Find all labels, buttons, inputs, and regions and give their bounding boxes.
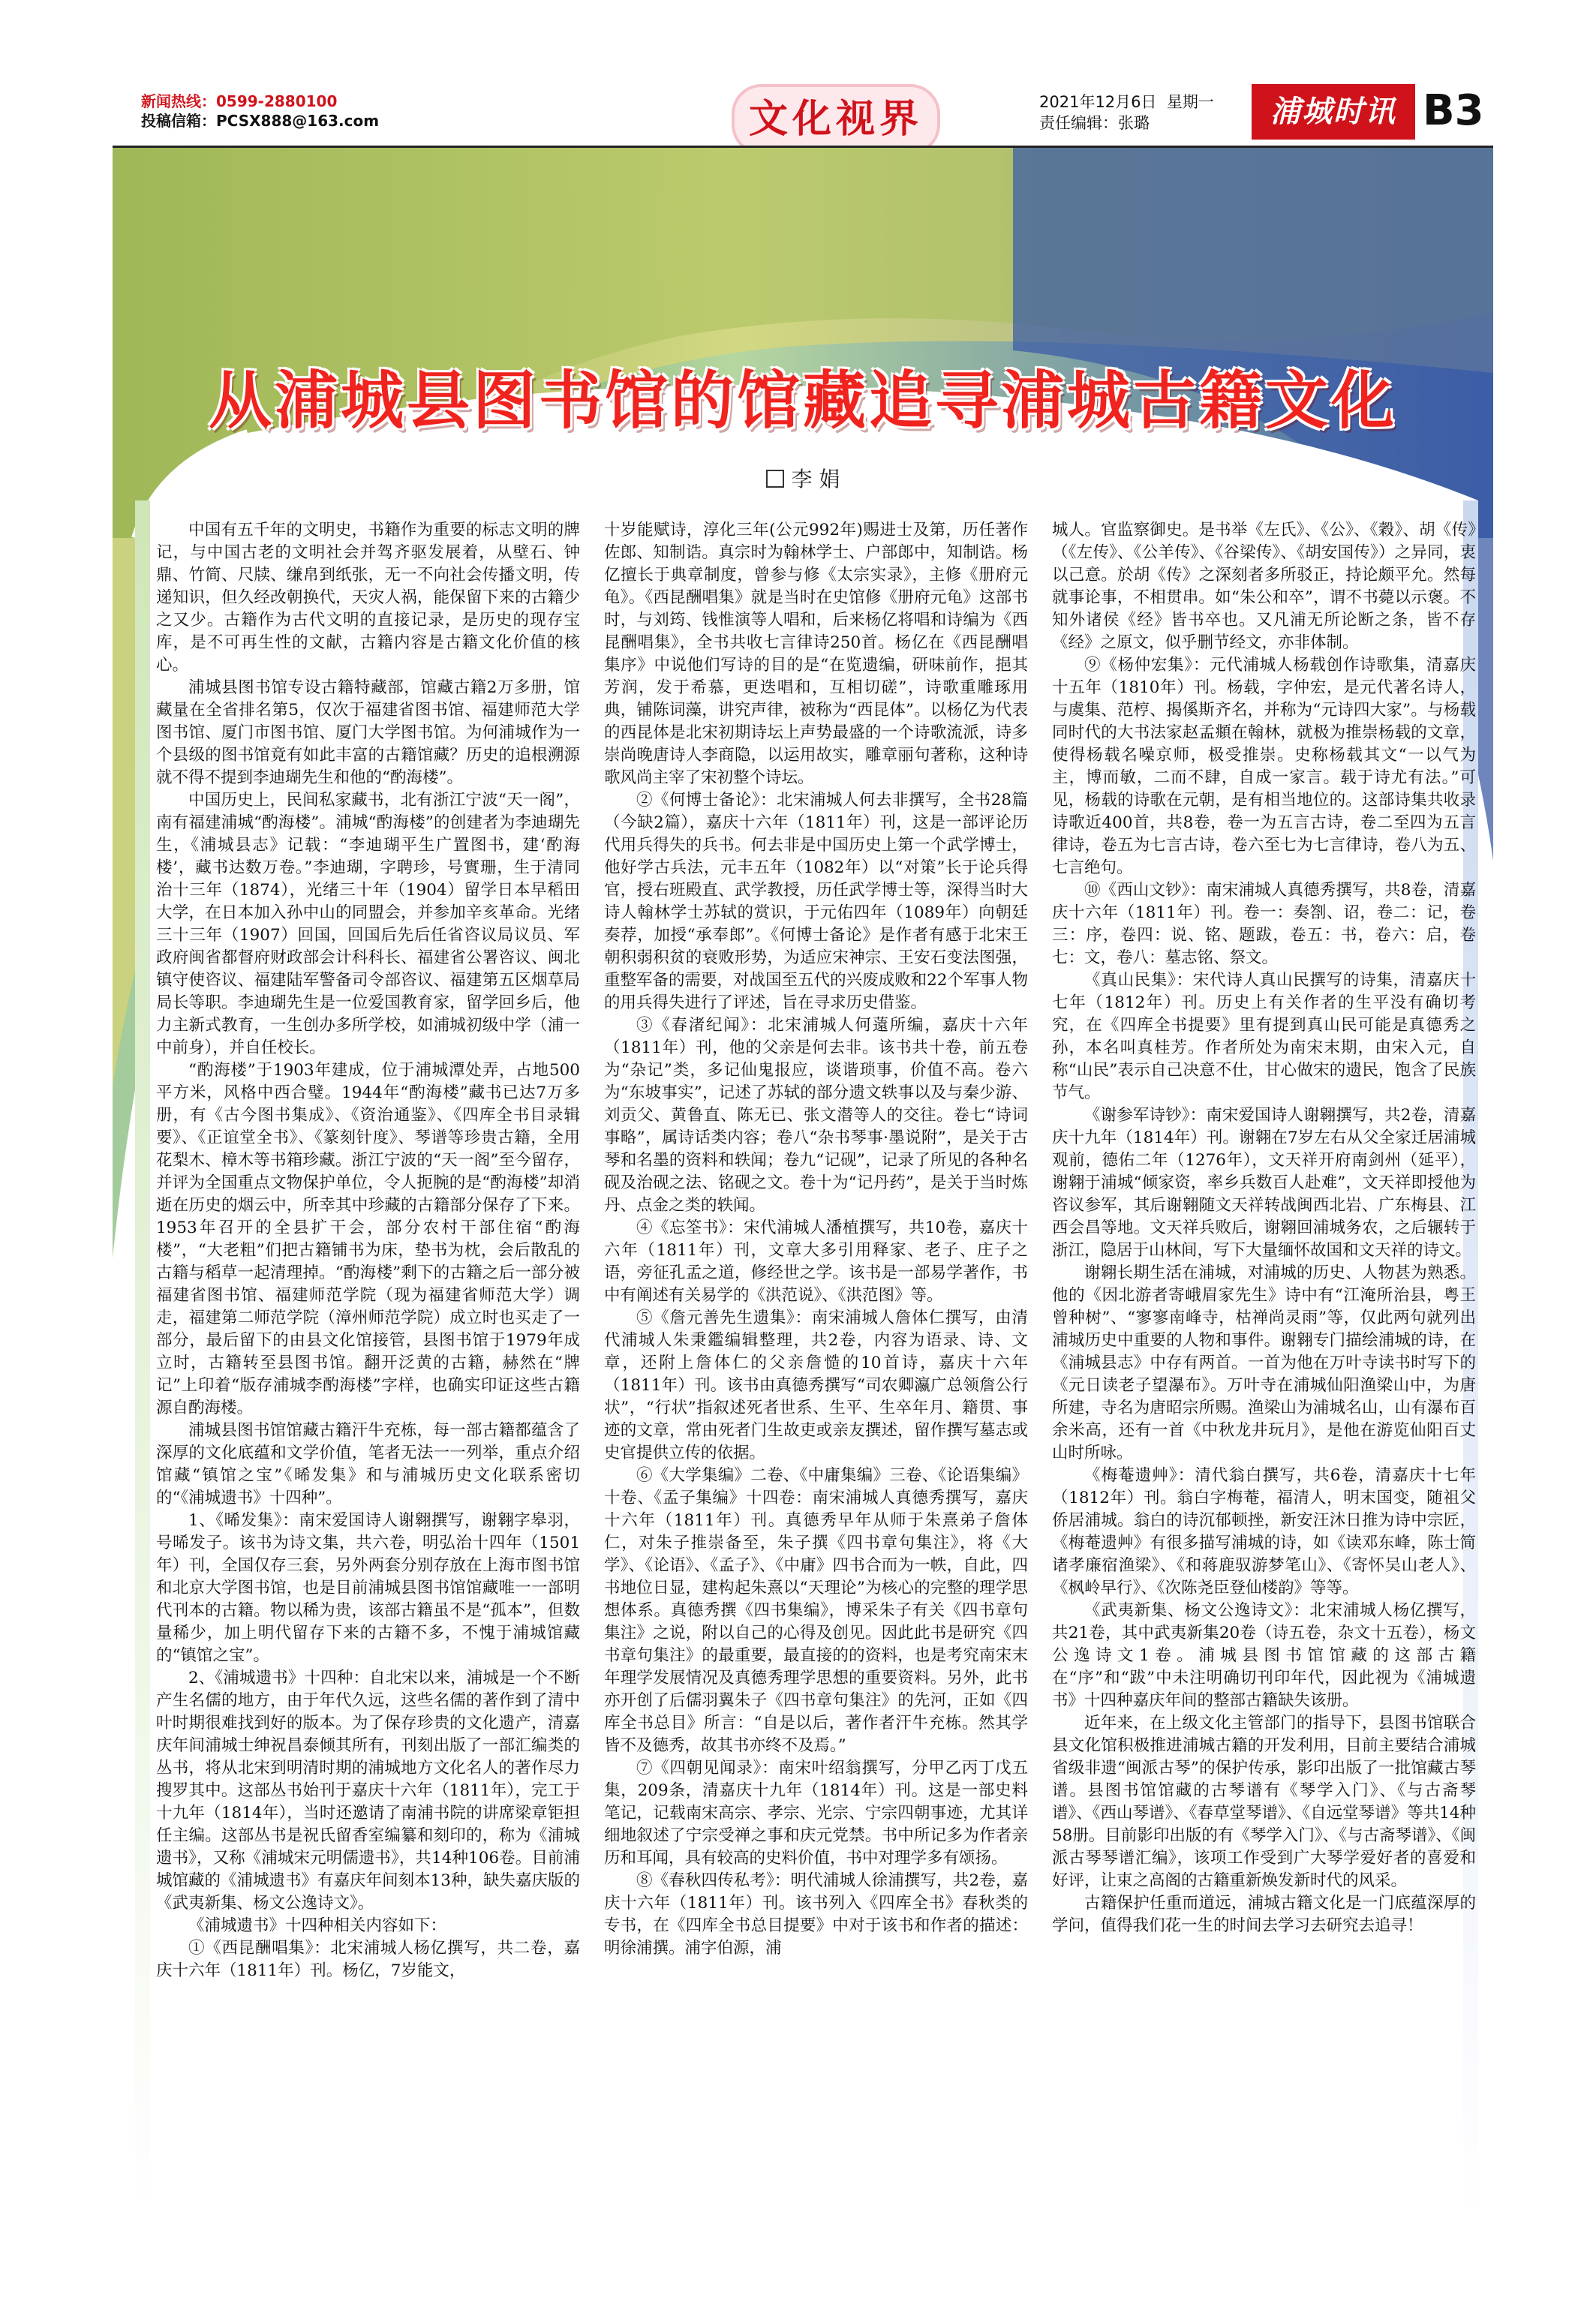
paragraph: 《谢参军诗钞》：南宋爱国诗人谢翱撰写，共2卷，清嘉庆十九年（1814年）刊。谢翱在7岁左右从父全家迁居浦城观前，德佑二年（1276年），文天祥开府南剑州（延平），谢翱于浦城“倾家资，率乡兵数百人赴难”，文天祥即授他为咨议参军，其后谢翱随文天祥转战闽西北岩、广东梅县、江西会昌等地。文天祥兵败后，谢翱回浦城务农，之后辗转于浙江，隐居于山林间，写下大量缅怀故国和文天祥的诗文。 [1052,1106,1476,1260]
paragraph: ②《何博士备论》：北宋浦城人何去非撰写，全书28篇（今缺2篇），嘉庆十六年（1811年）刊，这是一部评论历代用兵得失的兵书。何去非是中国历史上第一个武学博士，他好学古兵法，元丰五年（1082年）以“对策”长于论兵得官，授右班殿直、武学教授，历任武学博士等，深得当时大诗人翰林学士苏轼的赏识，于元佑四年（1089年）向朝廷奏荐，加授“承奉郎”。《何博士备论》是作者有感于北宋王朝积弱积贫的衰败形势，为适应宋神宗、王安石变法图强，重整军备的需要，对战国至五代的兴废成败和22个军事人物的用兵得失进行了评述，旨在寻求历史借鉴。 [604,791,1028,1012]
author-byline [113,463,1493,493]
hotline-label: 新闻热线： [141,92,216,110]
editor-credit: 责任编辑：张璐 [1039,114,1150,132]
issue-weekday: 星期一 [1166,93,1214,111]
paragraph: 中国有五千年的文明史，书籍作为重要的标志文明的牌记，与中国古老的文明社会并驾齐驱发展着，从壁石、钟鼎、竹简、尺牍、缣帛到纸张，无一不向社会传播文明，传递知识，但久经改朝换代，天灾人祸，能保留下来的古籍少之又少。古籍作为古代文明的直接记录，是历史的现存宝库，是不可再生性的文献，古籍内容是古籍文化价值的核心。 [156,521,580,675]
paragraph: 古籍保护任重而道远，浦城古籍文化是一门底蕴深厚的学问，值得我们花一生的时间去学习去研究去追寻！ [1052,1894,1476,1935]
paragraph: 浦城县图书馆专设古籍特藏部，馆藏古籍2万多册，馆藏量在全省排名第5，仅次于福建省图书馆、福建师范大学图书馆、厦门市图书馆、厦门大学图书馆。为何浦城作为一个县级的图书馆竟有如此丰富的古籍馆藏？历史的追根溯源就不得不提到李迪瑚先生和他的“酌海楼”。 [156,678,580,787]
byline-box-icon [766,470,784,488]
article-column-2 [604,519,1028,2236]
article-column-3 [1052,519,1476,2236]
paragraph: 《浦城遗书》十四种相关内容如下： [188,1916,447,1935]
article-column-1 [156,519,580,2236]
paragraph: 《武夷新集、杨文公逸诗文》：北宋浦城人杨亿撰写，共21卷，其中武夷新集20卷（诗五卷，杂文十五卷），杨文公逸诗文1卷。浦城县图书馆馆藏的这部古籍在“序”和“跋”中未注明确切刊印年代，因此视为《浦城遗书》十四种嘉庆年间的整部古籍缺失该册。 [1052,1601,1476,1710]
paragraph: ⑨《杨仲宏集》：元代浦城人杨载创作诗歌集，清嘉庆十五年（1810年）刊。杨载，字仲宏，是元代著名诗人，与虞集、范梈、揭傒斯齐名，并称为“元诗四大家”。与杨载同时代的大书法家赵孟頫在翰林，就极为推崇杨载的文章，使得杨载名噪京师，极受推崇。史称杨载其文“一以气为主，博而敏，二而不肆，自成一家言。载于诗尤有法。”可见，杨载的诗歌在元朝，是有相当地位的。这部诗集共收录诗歌近400首，共8卷，卷一为五言古诗，卷二至四为五言律诗，卷五为七言古诗，卷六至七为七言律诗，卷八为五、七言绝句。 [1052,656,1476,877]
paragraph: 《真山民集》：宋代诗人真山民撰写的诗集，清嘉庆十七年（1812年）刊。历史上有关作者的生平没有确切考究，在《四库全书提要》里有提到真山民可能是真德秀之孙，本名叫真桂芳。作者所处为南宋末期，由宋入元，自称“山民”表示自己决意不仕，甘心做宋的遗民，饱含了民族节气。 [1052,971,1476,1102]
issue-info [1039,92,1214,134]
paragraph: 城人。官监察御史。是书举《左氏》、《公》、《穀》、胡《传》（《左传》、《公羊传》、《谷梁传》、《胡安国传》）之异同，衷以己意。於胡《传》之深刻者多所驳正，持论颇平允。然每就事论事，不相贯串。如“朱公和卒”，谓不书薨以示褒。不知外诸侯《经》皆书卒也。又凡浦无所论断之条，皆不存《经》之原文，似乎删节经文，亦非体制。 [1052,521,1476,652]
newspaper-logo: 浦城时讯 [1252,84,1415,140]
article-title: 从浦城县图书馆的馆藏追寻浦城古籍文化 [208,364,1397,437]
paragraph: ⑦《四朝见闻录》：南宋叶绍翁撰写，分甲乙丙丁戊五集，209条，清嘉庆十九年（1814年）刊。这是一部史料笔记，记载南宋高宗、孝宗、光宗、宁宗四朝事迹，尤其详细地叙述了宁宗受禅之事和庆元党禁。书中所记多为作者亲历和耳闻，具有较高的史料价值，书中对理学多有颂扬。 [604,1759,1028,1868]
paragraph: 浦城县图书馆馆藏古籍汗牛充栋，每一部古籍都蕴含了深厚的文化底蕴和文学价值，笔者无法一一列举，重点介绍馆藏“镇馆之宝”《晞发集》和与浦城历史文化联系密切的“《浦城遗书》十四种”。 [156,1421,580,1507]
issue-date: 2021年12月6日 [1039,93,1157,111]
hotline-number: 0599-2880100 [216,92,338,110]
paragraph: ⑧《春秋四传私考》：明代浦城人徐浦撰写，共2卷，嘉庆十六年（1811年）刊。该书列入《四库全书》春秋类的专书，在《四库全书总目提要》中对于该书和作者的描述：明徐浦撰。浦字伯源，浦 [604,1871,1028,1958]
paragraph: ③《春渚纪闻》：北宋浦城人何薳所编，嘉庆十六年（1811年）刊，他的父亲是何去非。该书共十卷，前五卷为“杂记”类，多记仙鬼报应，谈谐琐事，价值不高。卷六为“东坡事实”，记述了苏轼的部分遗文轶事以及与秦少游、刘贡父、黄鲁直、陈无已、张文潜等人的交往。卷七“诗词事略”，属诗话类内容；卷八“杂书琴事·墨说附”，是关于古琴和名墨的资料和轶闻；卷九“记砚”，记录了所见的各种名砚及治砚之法、铭砚之文。卷十为“记丹药”，是关于当时炼丹、点金之类的轶闻。 [604,1016,1028,1215]
paragraph: ⑩《西山文钞》：南宋浦城人真德秀撰写，共8卷，清嘉庆十六年（1811年）刊。卷一：奏劄、诏，卷二：记，卷三：序，卷四：说、铭、题跋，卷五：书，卷六：启，卷七：文，卷八：墓志铭、祭文。 [1052,881,1476,967]
paragraph: 十岁能赋诗，淳化三年(公元992年)赐进士及第，历任著作佐郎、知制诰。真宗时为翰林学士、户部郎中，知制诰。杨亿擅长于典章制度，曾参与修《太宗实录》，主修《册府元龟》。《西昆酬唱集》就是当时在史馆修《册府元龟》这部书时，与刘筠、钱惟演等人唱和，后来杨亿将唱和诗编为《西昆酬唱集》，全书共收七言律诗250首。杨亿在《西昆酬唱集序》中说他们写诗的目的是“在览遗编，研味前作，挹其芳润，发于希慕，更迭唱和，互相切磋”，诗歌重雕琢用典，铺陈词藻，讲究声律，被称为“西昆体”。以杨亿为代表的西昆体是北宋初期诗坛上声势最盛的一个诗歌流派，诗多崇尚晚唐诗人李商隐，以运用故实，雕章丽句著称，这种诗歌风尚主宰了宋初整个诗坛。 [604,521,1028,787]
contact-block [141,92,379,131]
email-address: PCSX888@163.com [216,112,380,130]
paragraph: “酌海楼”于1903年建成，位于浦城潭处弄，占地500平方米，风格中西合璧。1944年“酌海楼”藏书已达7万多册，有《古今图书集成》、《资治通鉴》、《四库全书目录辑要》、《正谊堂全书》、《篆刻针度》、琴谱等珍贵古籍，全用花梨木、樟木等书箱珍藏。浙江宁波的“天一阁”至今留存，并评为全国重点文物保护单位，令人扼腕的是“酌海楼”却消逝在历史的烟云中，所幸其中珍藏的古籍部分保存了下来。1953年召开的全县扩干会，部分农村干部住宿“酌海楼”，“大老粗”们把古籍铺书为床，垫书为枕，会后散乱的古籍与稻草一起清理掉。“酌海楼”剩下的古籍之后一部分被福建省图书馆、福建师范学院（现为福建省师范大学）调走，福建第二师范学院（漳州师范学院）成立时也买走了一部分，最后留下的由县文化馆接管，县图书馆于1979年成立时，古籍转至县图书馆。翻开泛黄的古籍，赫然在“牌记”上印着“版存浦城李酌海楼”字样，也确实印证这些古籍源自酌海楼。 [156,1061,580,1417]
author-name: 李 娟 [791,467,840,491]
section-title: 文化视界 [732,84,940,155]
paragraph: 《梅菴遗艸》：清代翁白撰写，共6卷，清嘉庆十七年（1812年）刊。翁白字梅菴，福清人，明末国变，随祖父侨居浦城。翁白的诗沉郁顿挫，新安汪沐日推为诗中宗匠，《梅菴遗艸》有很多描写浦城的诗，如《读邓东峰，陈士简诸孝廉宿渔梁》、《和蒋鹿驭游梦笔山》、《寄怀吴山老人》、《枫岭早行》、《次陈尧臣登仙楼韵》等等。 [1052,1466,1476,1597]
paragraph: 中国历史上，民间私家藏书，北有浙江宁波“天一阁”，南有福建浦城“酌海楼”。浦城“酌海楼”的创建者为李迪瑚先生，《浦城县志》记载：“李迪瑚平生广置图书，建‘酌海楼’，藏书达数万卷。”李迪瑚，字聘珍，号實珊，生于清同治十三年（1874），光绪三十年（1904）留学日本早稻田大学，在日本加入孙中山的同盟会，并参加辛亥革命。光绪三十三年（1907）回国，回国后先后任省咨议局议员、军政府闽省都督府财政部会计科科长、福建省公署咨议、闽北镇守使咨议、福建陆军警备司令部咨议、福建第五区烟草局局长等职。李迪瑚先生是一位爱国教育家，留学回乡后，他力主新式教育，一生创办多所学校，如浦城初级中学（浦一中前身），并自任校长。 [156,791,580,1057]
paragraph: 2、《浦城遗书》十四种：自北宋以来，浦城是一个不断产生名儒的地方，由于年代久远，这些名儒的著作到了清中叶时期很难找到好的版本。为了保存珍贵的文化遗产，清嘉庆年间浦城士绅祝昌泰倾其所有，刊刻出版了一部汇编类的丛书，将从北宋到明清时期的浦城地方文化名人的著作尽力搜罗其中。这部丛书始刊于嘉庆十六年（1811年），完工于十九年（1814年），当时还邀请了南浦书院的讲席梁章钜担任主编。这部丛书是祝氏留香室编纂和刻印的，称为《浦城遗书》，又称《浦城宋元明儒遗书》，共14种106卷。目前浦城馆藏的《浦城遗书》有嘉庆年间刻本13种，缺失嘉庆版的《武夷新集、杨文公逸诗文》。 [156,1669,580,1913]
email-label: 投稿信箱： [141,112,216,130]
page-header [0,0,1596,150]
paragraph: 谢翱长期生活在浦城，对浦城的历史、人物甚为熟悉。他的《因北游者寄峨眉家先生》诗中有“江淹所治县，粤王曾种树”、“寥寥南峰寺，枯禅尚灵雨”等，仅此两句就列出浦城历史中重要的人物和事件。谢翱专门描绘浦城的诗，在《浦城县志》中存有两首。一首为他在万叶寺读书时写下的《元日读老子望瀑布》。万叶寺在浦城仙阳渔梁山中，为唐所建，寺名为唐昭宗所赐。渔梁山为浦城名山，山有瀑布百余米高，还有一首《中秋龙井玩月》，是他在游览仙阳百丈山时所咏。 [1052,1264,1476,1462]
paragraph: ①《西昆酬唱集》：北宋浦城人杨亿撰写，共二卷，嘉庆十六年（1811年）刊。杨亿，7岁能文， [156,1939,580,1980]
paragraph: 近年来，在上级文化主管部门的指导下，县图书馆联合县文化馆积极推进浦城古籍的开发利用，目前主要结合浦城省级非遗“闽派古琴”的保护传承，影印出版了一批馆藏古琴谱。县图书馆馆藏的古琴谱有《琴学入门》、《与古斋琴谱》、《西山琴谱》、《春草堂琴谱》、《自远堂琴谱》等共14种58册。目前影印出版的有《琴学入门》、《与古斋琴谱》、《闽派古琴琴谱汇编》，该项工作受到广大琴学爱好者的喜爱和好评，让束之高阁的古籍重新焕发新时代的风采。 [1052,1714,1476,1890]
paragraph: 1、《晞发集》：南宋爱国诗人谢翱撰写，谢翱字皋羽，号晞发子。该书为诗文集，共六卷，明弘治十四年（1501年）刊，全国仅存三套，另外两套分别存放在上海市图书馆和北京大学图书馆，也是目前浦城县图书馆馆藏唯一一部明代刊本的古籍。物以稀为贵，该部古籍虽不是“孤本”，但数量稀少，加上明代留存下来的古籍不多，不愧于浦城馆藏的“镇馆之宝”。 [156,1511,580,1665]
page-number: B3 [1423,86,1484,135]
paragraph: ⑤《詹元善先生遗集》：南宋浦城人詹体仁撰写，由清代浦城人朱秉鑑编辑整理，共2卷，内容为语录、诗、文章，还附上詹体仁的父亲詹慥的10首诗，嘉庆十六年（1811年）刊。该书由真德秀撰写“司农卿瀛广总领詹公行状”，“行状”指叙述死者世系、生平、生卒年月、籍贯、事迹的文章，常由死者门生故吏或亲友撰述，留作撰写墓志或史官提供立传的依据。 [604,1309,1028,1462]
paragraph: ④《忘筌书》：宋代浦城人潘植撰写，共10卷，嘉庆十六年（1811年）刊，文章大多引用释家、老子、庄子之语，旁征孔孟之道，修经世之学。该书是一部易学著作，书中有阐述有关易学的《洪范说》、《洪范图》等。 [604,1219,1028,1305]
paragraph: ⑥《大学集编》二卷、《中庸集编》三卷、《论语集编》十卷、《孟子集编》十四卷：南宋浦城人真德秀撰写，嘉庆十六年（1811年）刊。真德秀早年从师于朱熹弟子詹体仁，对朱子推崇备至，朱子撰《四书章句集注》，将《大学》、《论语》、《孟子》、《中庸》四书合而为一帙，自此，四书地位日显，建构起朱熹以“天理论”为核心的完整的理学思想体系。真德秀撰《四书集编》，博采朱子有关《四书章句集注》之说，附以自己的心得及创见。因此此书是研究《四书章句集注》的最重要，最直接的的资料，也是考究南宋末年理学发展情况及真德秀理学思想的重要资料。另外，此书亦开创了后儒羽翼朱子《四书章句集注》的先河，正如《四库全书总目》所言：“自是以后，著作者汗牛充栋。然其学皆不及德秀，故其书亦终不及焉。” [604,1466,1028,1755]
article-frame [113,148,1493,2236]
